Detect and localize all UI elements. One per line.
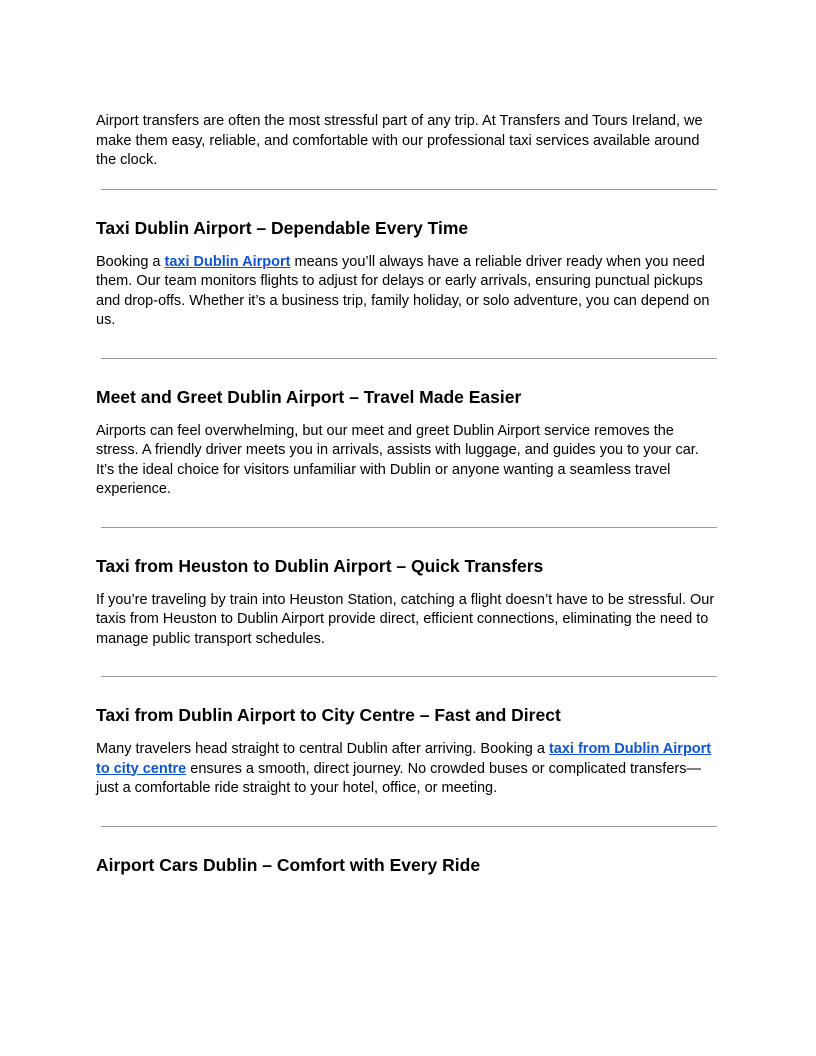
paragraph-text: means you’ll always have a reliable driver ready when you need them. Our team monitors flights to adjust for delays or early arrivals, ensuring punctual pickups and drop-offs. Whether it’s a business trip, family holiday, or solo adventure, you can depend on us. [96, 253, 710, 328]
section-divider [101, 358, 717, 359]
section-paragraph: If you’re traveling by train into Heuston Station, catching a flight doesn’t have to be stressful. Our taxis from Heuston to Dublin Airport provide direct, efficient connections, eliminating the need to manage public transport schedules. [96, 591, 715, 647]
section-airport-to-city-centre [96, 704, 720, 799]
section-divider [101, 826, 717, 827]
section-heuston-to-airport [96, 555, 720, 650]
section-divider [101, 189, 717, 190]
section-meet-and-greet [96, 386, 720, 500]
taxi-dublin-airport-link[interactable]: taxi Dublin Airport [164, 253, 291, 270]
section-taxi-dublin-airport [96, 217, 720, 331]
section-paragraph [96, 253, 720, 331]
taxi-airport-to-city-centre-link[interactable]: taxi from Dublin Airport to city centre [96, 741, 712, 777]
paragraph-text: ensures a smooth, direct journey. No crowded buses or complicated transfers—just a comfortable ride straight to your hotel, office, or meeting. [96, 760, 701, 796]
section-heading: Airport Cars Dublin – Comfort with Every Ride [96, 854, 481, 875]
section-airport-cars-dublin [96, 854, 720, 876]
section-heading: Meet and Greet Dublin Airport – Travel Made Easier [96, 386, 522, 407]
paragraph-text: Booking a [96, 253, 165, 270]
paragraph-text: Many travelers head straight to central Dublin after arriving. Booking a [96, 741, 549, 757]
intro-paragraph: Airport transfers are often the most stressful part of any trip. At Transfers and Tours Ireland, we make them easy, reliable, and comfortable with our professional taxi services available around the clock. [96, 113, 703, 168]
section-divider [101, 527, 717, 528]
document-page [96, 112, 720, 890]
section-heading: Taxi from Dublin Airport to City Centre – Fast and Direct [96, 705, 561, 725]
section-paragraph [96, 740, 720, 799]
section-divider [101, 676, 717, 677]
section-paragraph: Airports can feel overwhelming, but our meet and greet Dublin Airport service removes the stress. A friendly driver meets you in arrivals, assists with luggage, and guides you to your car. It’s the ideal choice for visitors unfamiliar with Dublin or anyone wanting a seamless travel experience. [96, 422, 699, 497]
section-heading: Taxi Dublin Airport – Dependable Every Time [96, 217, 469, 238]
section-heading: Taxi from Heuston to Dublin Airport – Quick Transfers [96, 555, 544, 576]
